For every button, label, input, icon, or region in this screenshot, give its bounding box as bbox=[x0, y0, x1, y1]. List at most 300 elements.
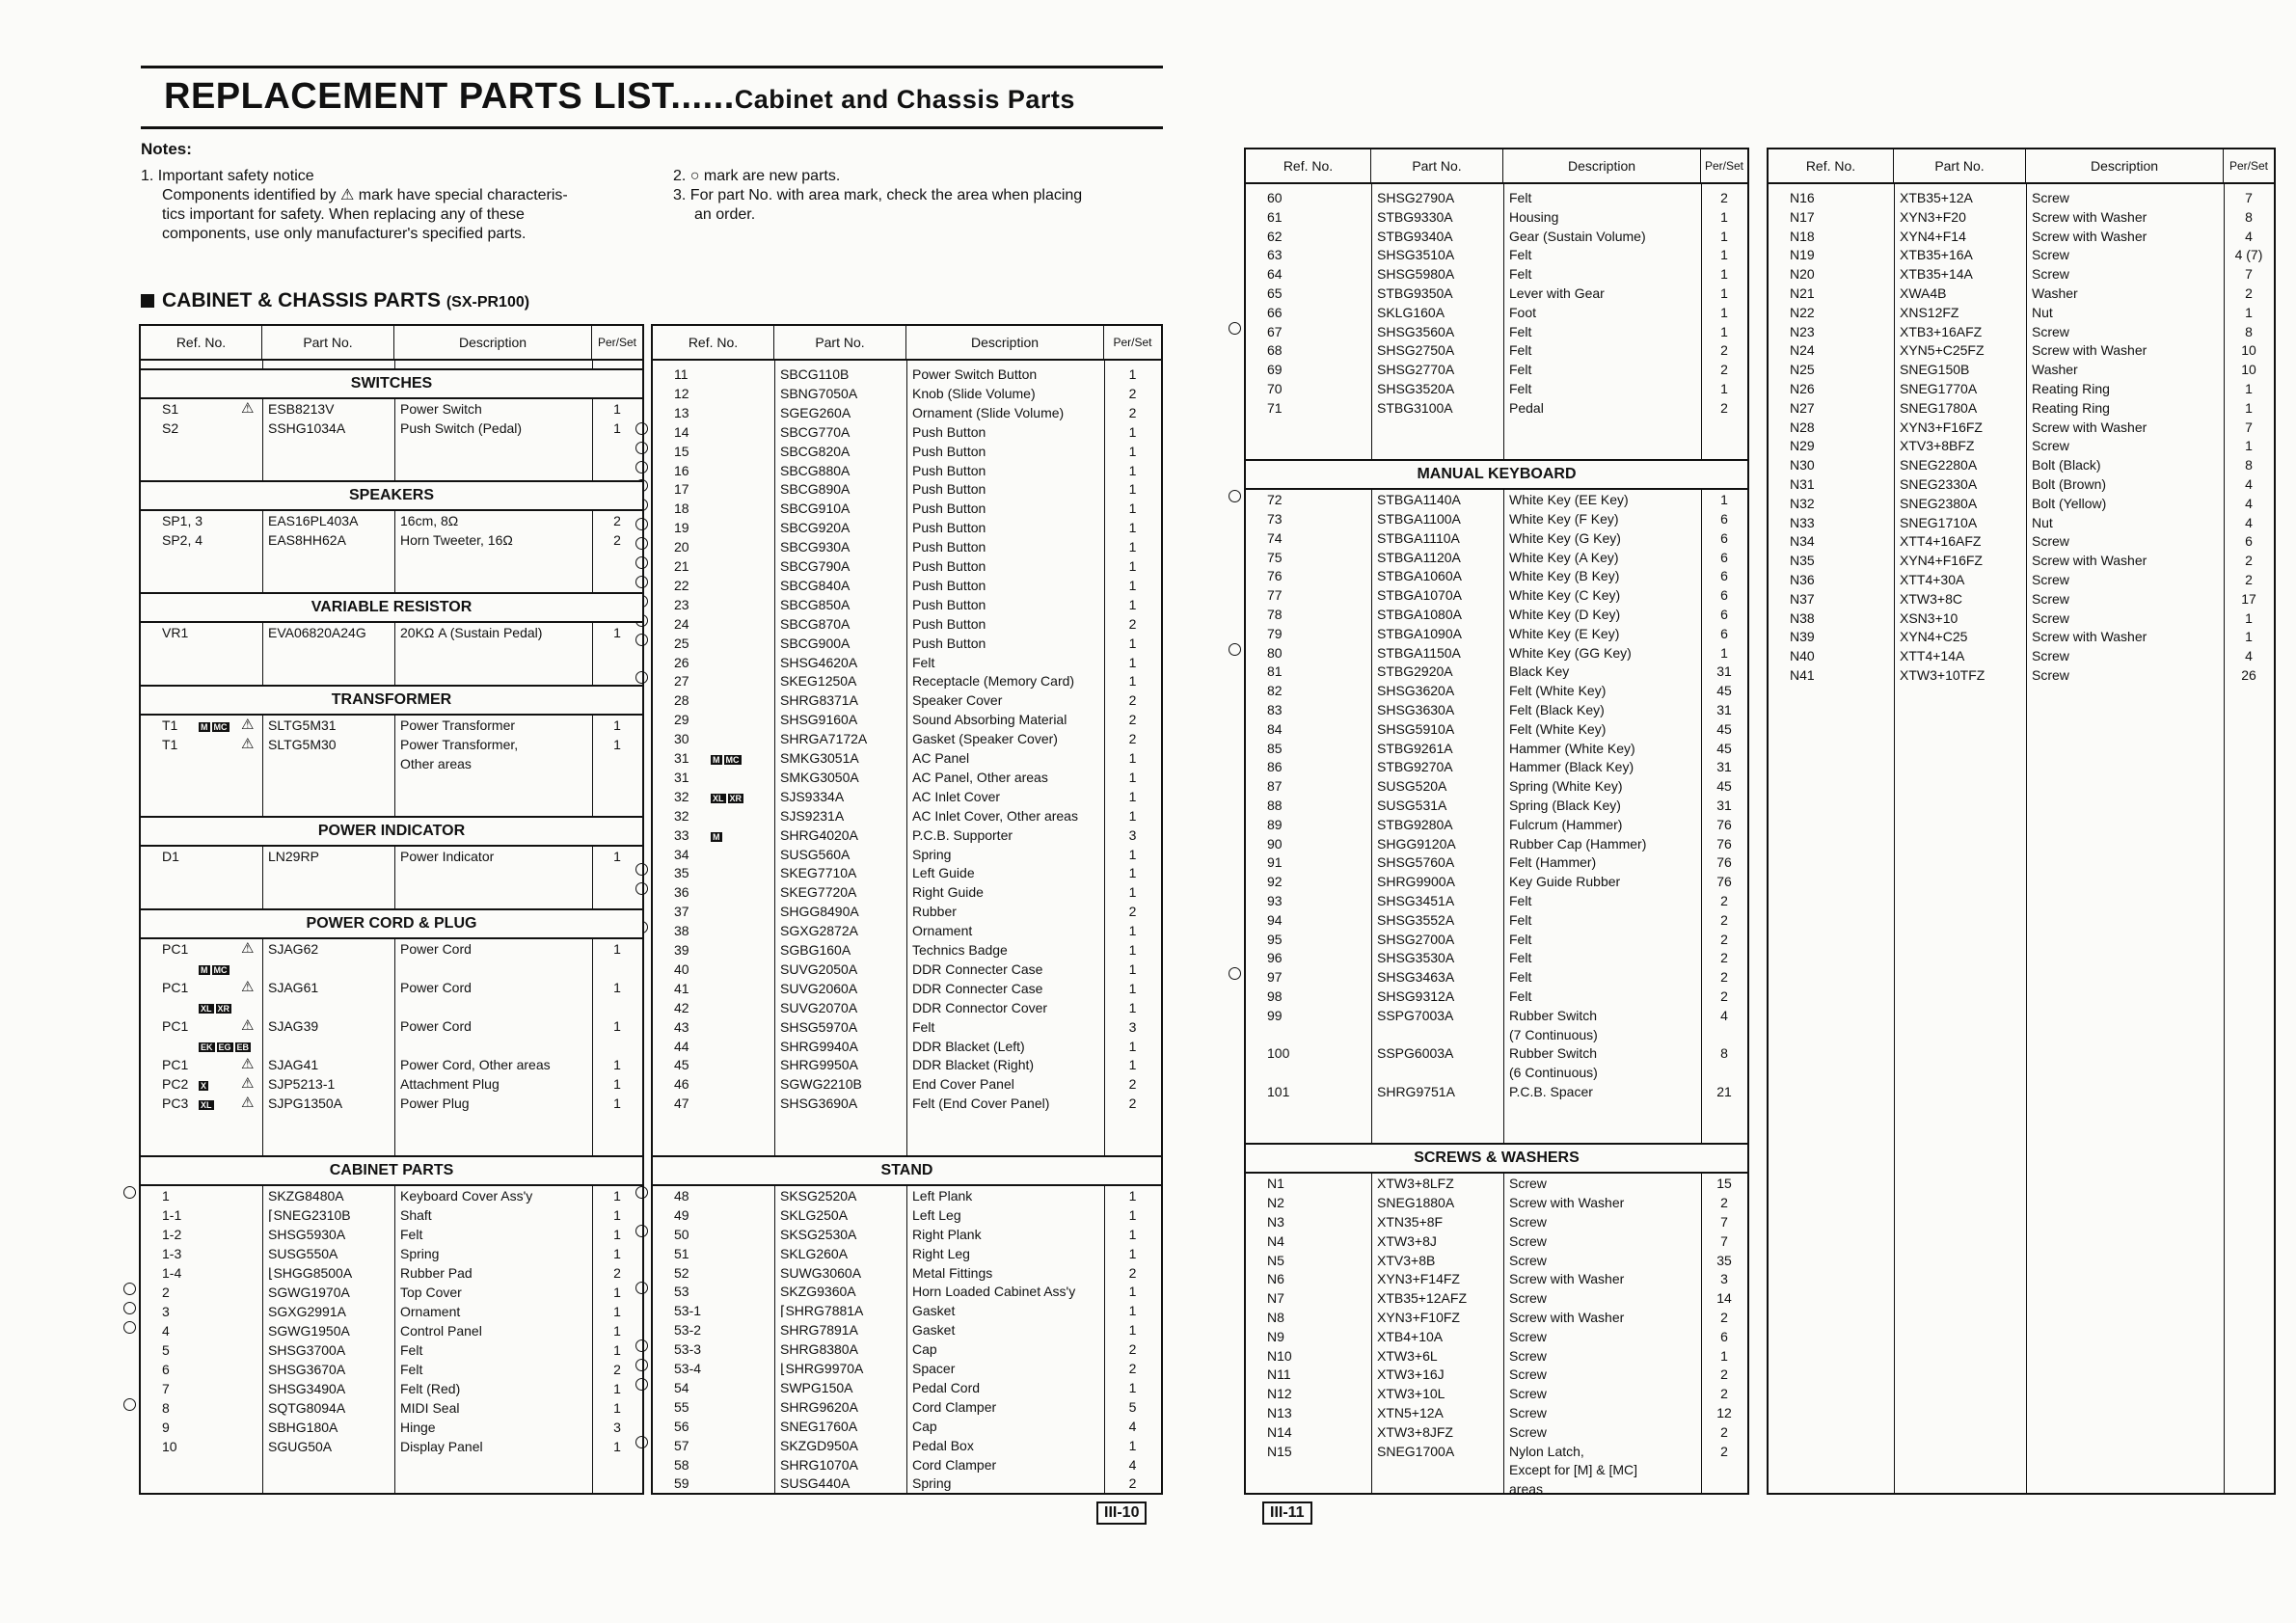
part-no: SKZG9360A bbox=[780, 1284, 856, 1300]
ref-no: N21 bbox=[1790, 285, 1815, 301]
per-set: 6 bbox=[1720, 607, 1728, 622]
description: Screw bbox=[2032, 590, 2069, 607]
part-no: XTV3+8B bbox=[1377, 1252, 1436, 1268]
ref-no: N27 bbox=[1790, 399, 1815, 416]
table-row bbox=[141, 1263, 642, 1283]
description: White Key (A Key) bbox=[1509, 549, 1619, 565]
table-row bbox=[1769, 245, 2274, 264]
part-no: SBNG7050A bbox=[780, 385, 858, 401]
part-no: SNEG150B bbox=[1900, 362, 1970, 378]
table-row bbox=[1246, 509, 1747, 528]
table-row bbox=[653, 499, 1161, 518]
col-header-ref: Ref. No. bbox=[1769, 149, 1894, 182]
part-no: SKEG7720A bbox=[780, 884, 857, 901]
part-no: SKZGD950A bbox=[780, 1437, 858, 1453]
table-row bbox=[1246, 340, 1747, 360]
description: Spring (Black Key) bbox=[1509, 798, 1621, 813]
table-row bbox=[141, 978, 642, 997]
description: Washer bbox=[2032, 285, 2078, 301]
part-no: XTB3+16AFZ bbox=[1900, 323, 1983, 339]
per-set: 35 bbox=[1716, 1252, 1732, 1268]
per-set: 15 bbox=[1716, 1176, 1732, 1192]
part-no: SHSG3700A bbox=[268, 1342, 346, 1358]
description: Power Transformer bbox=[400, 717, 516, 733]
page-title-block bbox=[141, 66, 1163, 129]
notes-col-left bbox=[141, 167, 568, 244]
per-set: 1 bbox=[1128, 1187, 1137, 1204]
col-header-qty: Per/Set bbox=[1113, 336, 1152, 349]
table-row bbox=[141, 754, 642, 773]
description: Screw with Washer bbox=[2032, 208, 2147, 225]
ref-no: 67 bbox=[1267, 323, 1283, 339]
description: Cord Clamper bbox=[912, 1398, 997, 1415]
new-part-circle-icon bbox=[635, 442, 648, 454]
per-set: 7 bbox=[2245, 266, 2253, 283]
table-row bbox=[141, 716, 642, 735]
description: Screw bbox=[2032, 667, 2069, 683]
part-no: SBCG820A bbox=[780, 443, 851, 459]
table-row bbox=[653, 403, 1161, 422]
per-set: 2 bbox=[1720, 893, 1728, 908]
section-header: VARIABLE RESISTOR bbox=[141, 592, 642, 623]
table-row bbox=[653, 518, 1161, 537]
ref-no: 22 bbox=[674, 577, 689, 593]
part-no: SNEG2280A bbox=[1900, 457, 1978, 473]
ref-no: N3 bbox=[1267, 1214, 1284, 1230]
part-no: SGWG1970A bbox=[268, 1285, 350, 1300]
table-row bbox=[653, 537, 1161, 556]
description: Push Button bbox=[912, 577, 986, 593]
table-row bbox=[1769, 284, 2274, 303]
col-header-qty: Per/Set bbox=[2228, 159, 2269, 173]
table-row bbox=[141, 1398, 642, 1418]
per-set: 10 bbox=[2241, 342, 2256, 359]
new-part-circle-icon bbox=[123, 1283, 136, 1295]
description: Power Plug bbox=[400, 1096, 470, 1111]
ref-no: 51 bbox=[674, 1245, 689, 1261]
table-row bbox=[653, 671, 1161, 690]
table-row bbox=[1246, 643, 1747, 663]
ref-no: N14 bbox=[1267, 1423, 1292, 1440]
table-row bbox=[1246, 284, 1747, 303]
col-header-ref: Ref. No. bbox=[141, 326, 262, 359]
safety-warning-icon: ⚠ bbox=[241, 1056, 255, 1072]
part-no: XTT4+16AFZ bbox=[1900, 533, 1982, 550]
parts-table-1 bbox=[139, 324, 644, 1495]
ref-no: 11 bbox=[674, 366, 689, 382]
per-set: 1 bbox=[1720, 247, 1728, 263]
ref-no: N18 bbox=[1790, 228, 1815, 244]
part-no: SJS9231A bbox=[780, 807, 845, 824]
part-no: SWPG150A bbox=[780, 1379, 853, 1395]
ref-no: 81 bbox=[1267, 663, 1283, 680]
per-set: 1 bbox=[1128, 558, 1137, 574]
ref-no: SP2, 4 bbox=[162, 532, 203, 548]
ref-no: N39 bbox=[1790, 629, 1815, 645]
per-set: 45 bbox=[1716, 720, 1732, 737]
per-set: 1 bbox=[613, 737, 621, 752]
part-no: STBG9340A bbox=[1377, 228, 1453, 244]
description: White Key (F Key) bbox=[1509, 511, 1619, 527]
per-set: 4 bbox=[2245, 228, 2253, 244]
part-no: SHGG8490A bbox=[780, 904, 859, 920]
part-no: SUSG531A bbox=[1377, 798, 1447, 813]
per-set: 31 bbox=[1716, 663, 1732, 680]
new-part-circle-icon bbox=[635, 1282, 648, 1294]
description: Gear (Sustain Volume) bbox=[1509, 228, 1646, 244]
description: AC Panel bbox=[912, 750, 970, 766]
table-row bbox=[1246, 360, 1747, 379]
table-row bbox=[1769, 322, 2274, 341]
per-set: 1 bbox=[1128, 980, 1137, 996]
part-no: SNEG1770A bbox=[1900, 381, 1978, 396]
description: Felt (Black Key) bbox=[1509, 702, 1605, 717]
part-no: XTW3+10TFZ bbox=[1900, 667, 1985, 683]
description: Pedal bbox=[1509, 399, 1544, 416]
new-part-circle-icon bbox=[1229, 643, 1241, 656]
part-no: STBG9350A bbox=[1377, 285, 1453, 301]
description: Felt (White Key) bbox=[1509, 720, 1607, 737]
per-set: 2 bbox=[613, 513, 621, 528]
part-no: SJAG39 bbox=[268, 1018, 319, 1034]
part-no: SBCG770A bbox=[780, 423, 851, 440]
ref-no: N26 bbox=[1790, 381, 1815, 396]
description: Felt bbox=[1509, 893, 1532, 908]
table-row bbox=[653, 1244, 1161, 1263]
part-no: XTW3+6L bbox=[1377, 1347, 1438, 1364]
table-row bbox=[1769, 188, 2274, 207]
table-row bbox=[653, 576, 1161, 595]
per-set: 1 bbox=[1128, 481, 1137, 498]
ref-no: PC3 bbox=[162, 1096, 189, 1111]
ref-no: 31 bbox=[674, 750, 689, 766]
per-set: 1 bbox=[613, 941, 621, 957]
ref-no: N20 bbox=[1790, 266, 1815, 283]
description: Shaft bbox=[400, 1207, 432, 1223]
ref-no: 99 bbox=[1267, 1007, 1283, 1023]
table-row bbox=[653, 1417, 1161, 1436]
table-row bbox=[1246, 1193, 1747, 1212]
part-no: SKLG160A bbox=[1377, 304, 1445, 320]
per-set: 1 bbox=[613, 1227, 621, 1242]
description: 16cm, 8Ω bbox=[400, 513, 459, 528]
ref-no: 53-4 bbox=[674, 1361, 702, 1376]
per-set: 5 bbox=[1128, 1398, 1137, 1415]
part-no: SHSG3463A bbox=[1377, 969, 1455, 986]
description: Screw with Washer bbox=[2032, 553, 2147, 569]
table-row bbox=[1769, 379, 2274, 398]
part-no: SUVG2070A bbox=[780, 999, 858, 1015]
ref-no: N11 bbox=[1267, 1366, 1291, 1383]
part-no: ⌈SNEG2310B bbox=[268, 1207, 351, 1223]
per-set: 1 bbox=[1128, 1437, 1137, 1453]
table-row bbox=[1246, 1384, 1747, 1403]
description: Screw with Washer bbox=[2032, 629, 2147, 645]
description: P.C.B. Spacer bbox=[1509, 1084, 1593, 1099]
note-3-line-2: an order. bbox=[694, 206, 756, 223]
table-row bbox=[1246, 719, 1747, 739]
description: Push Button bbox=[912, 558, 986, 574]
description: Knob (Slide Volume) bbox=[912, 385, 1036, 401]
ref-no: N2 bbox=[1267, 1195, 1284, 1211]
col-header-desc: Description bbox=[906, 326, 1104, 359]
per-set: 1 bbox=[613, 1057, 621, 1072]
ref-no: 88 bbox=[1267, 798, 1283, 813]
table-row bbox=[653, 653, 1161, 672]
ref-no: N4 bbox=[1267, 1232, 1284, 1249]
description: Attachment Plug bbox=[400, 1076, 500, 1092]
description: Black Key bbox=[1509, 663, 1570, 680]
description: DDR Blacket (Left) bbox=[912, 1038, 1025, 1054]
per-set: 4 bbox=[2245, 514, 2253, 530]
per-set: 2 bbox=[1128, 1096, 1137, 1112]
per-set: 1 bbox=[1720, 644, 1728, 661]
table-row bbox=[1246, 605, 1747, 624]
ref-no: N15 bbox=[1267, 1443, 1292, 1459]
table-row bbox=[653, 1094, 1161, 1113]
description: Lever with Gear bbox=[1509, 285, 1605, 301]
description: Felt bbox=[1509, 381, 1532, 396]
per-set: 1 bbox=[613, 1439, 621, 1454]
per-set: 1 bbox=[613, 1304, 621, 1319]
description: White Key (GG Key) bbox=[1509, 644, 1632, 661]
per-set: 1 bbox=[613, 1381, 621, 1396]
description: Screw bbox=[1509, 1423, 1547, 1440]
per-set: 6 bbox=[1720, 568, 1728, 584]
ref-no: 75 bbox=[1267, 549, 1283, 565]
part-no: STBG9280A bbox=[1377, 816, 1453, 832]
ref-no: 78 bbox=[1267, 607, 1283, 622]
ref-no: 1-4 bbox=[162, 1265, 182, 1281]
table-header bbox=[1246, 149, 1747, 184]
ref-no: 3 bbox=[162, 1304, 170, 1319]
ref-no: 21 bbox=[674, 558, 689, 574]
table-row bbox=[141, 1205, 642, 1225]
part-no: SHRG9751A bbox=[1377, 1084, 1455, 1099]
description: Power Switch bbox=[400, 401, 482, 417]
ref-no: 37 bbox=[674, 904, 689, 920]
table-row bbox=[141, 530, 642, 550]
description: Pedal Box bbox=[912, 1437, 974, 1453]
ref-no: 98 bbox=[1267, 988, 1283, 1004]
table-row bbox=[141, 1360, 642, 1379]
col-header-desc: Description bbox=[1503, 149, 1701, 182]
ref-no: 14 bbox=[674, 423, 689, 440]
section-model: (SX-PR100) bbox=[446, 294, 530, 311]
part-no: SHSG5760A bbox=[1377, 854, 1455, 871]
per-set: 1 bbox=[1128, 1226, 1137, 1242]
per-set: 2 bbox=[1720, 931, 1728, 947]
table-row bbox=[1246, 930, 1747, 949]
ref-no: 32 bbox=[674, 788, 689, 804]
per-set: 8 bbox=[2245, 457, 2253, 473]
description: Screw bbox=[1509, 1290, 1547, 1307]
part-no: STBGA1150A bbox=[1377, 644, 1461, 661]
ref-no: N6 bbox=[1267, 1271, 1284, 1287]
part-no: STBGA1070A bbox=[1377, 587, 1462, 604]
per-set: 1 bbox=[2245, 381, 2253, 396]
table-row bbox=[141, 1016, 642, 1036]
part-no: SHSG3560A bbox=[1377, 323, 1455, 339]
per-set: 1 bbox=[1128, 596, 1137, 612]
area-mark: XL bbox=[201, 1100, 212, 1110]
table-row bbox=[1246, 227, 1747, 246]
description: Felt bbox=[400, 1227, 423, 1242]
part-no: ⌊SHGG8500A bbox=[268, 1265, 353, 1281]
table-row bbox=[1246, 1063, 1747, 1082]
part-no: XYN4+C25 bbox=[1900, 629, 1968, 645]
description: Rubber Switch bbox=[1509, 1007, 1598, 1023]
ref-no: 65 bbox=[1267, 285, 1283, 301]
ref-no: 20 bbox=[674, 539, 689, 555]
ref-no: 53-2 bbox=[674, 1322, 702, 1339]
description: Hammer (Black Key) bbox=[1509, 759, 1634, 775]
table-row bbox=[1769, 551, 2274, 570]
description: Rubber Switch bbox=[1509, 1045, 1598, 1062]
description: Felt bbox=[1509, 931, 1532, 947]
part-no: SSHG1034A bbox=[268, 420, 346, 436]
ref-no: SP1, 3 bbox=[162, 513, 203, 528]
table-row bbox=[141, 1321, 642, 1340]
ref-no: 77 bbox=[1267, 587, 1283, 604]
ref-no: 97 bbox=[1267, 969, 1283, 986]
ref-no: 7 bbox=[162, 1381, 170, 1396]
part-no: XTW3+10L bbox=[1377, 1386, 1445, 1402]
ref-no: 48 bbox=[674, 1187, 689, 1204]
description: Felt bbox=[912, 654, 935, 670]
per-set: 1 bbox=[1128, 1379, 1137, 1395]
part-no: SHSG3630A bbox=[1377, 702, 1455, 717]
ref-no: S1 bbox=[162, 401, 179, 417]
ref-no: 9 bbox=[162, 1420, 170, 1435]
ref-no: 56 bbox=[674, 1418, 689, 1434]
table-row bbox=[1246, 188, 1747, 207]
description: Spring (White Key) bbox=[1509, 778, 1623, 795]
description: AC Inlet Cover, Other areas bbox=[912, 807, 1078, 824]
description: AC Panel, Other areas bbox=[912, 769, 1048, 785]
description: (7 Continuous) bbox=[1509, 1026, 1598, 1042]
ref-no: 10 bbox=[162, 1439, 177, 1454]
part-no: XTW3+16J bbox=[1377, 1366, 1445, 1383]
ref-no: 34 bbox=[674, 846, 689, 862]
col-header-ref: Ref. No. bbox=[1246, 149, 1371, 182]
description: Spring bbox=[400, 1246, 440, 1261]
ref-no: PC1 bbox=[162, 980, 189, 995]
per-set: 76 bbox=[1716, 816, 1732, 832]
table-row bbox=[141, 511, 642, 530]
table-row bbox=[1246, 796, 1747, 815]
description: White Key (B Key) bbox=[1509, 568, 1620, 584]
part-no: SKEG1250A bbox=[780, 673, 857, 690]
per-set: 1 bbox=[1128, 942, 1137, 958]
per-set: 2 bbox=[1720, 190, 1728, 205]
new-part-circle-icon bbox=[635, 422, 648, 435]
description: Felt (White Key) bbox=[1509, 683, 1607, 699]
ref-no: 40 bbox=[674, 960, 689, 977]
table-row bbox=[1769, 646, 2274, 665]
part-no: SGUG50A bbox=[268, 1439, 333, 1454]
part-no: SHSG9160A bbox=[780, 712, 858, 728]
table-header bbox=[141, 326, 642, 361]
table-row bbox=[141, 1244, 642, 1263]
per-set: 1 bbox=[1128, 788, 1137, 804]
ref-no: 27 bbox=[674, 673, 689, 690]
part-no: XYN4+F14 bbox=[1900, 228, 1966, 244]
part-no: SHSG9312A bbox=[1377, 988, 1455, 1004]
per-set: 2 bbox=[613, 1265, 621, 1281]
per-set: 1 bbox=[2245, 304, 2253, 320]
table-row bbox=[653, 729, 1161, 748]
per-set: 1 bbox=[1128, 423, 1137, 440]
part-no: SKSG2530A bbox=[780, 1226, 857, 1242]
table-row bbox=[141, 1437, 642, 1456]
ref-no: N10 bbox=[1267, 1347, 1292, 1364]
description: Screw with Washer bbox=[1509, 1310, 1625, 1325]
table-row bbox=[1246, 987, 1747, 1006]
description: Screw bbox=[1509, 1386, 1547, 1402]
description: Right Guide bbox=[912, 884, 984, 901]
table-row bbox=[1769, 609, 2274, 628]
col-header-part: Part No. bbox=[1371, 149, 1503, 182]
part-no: SBCG850A bbox=[780, 596, 851, 612]
per-set: 1 bbox=[613, 1323, 621, 1339]
table-row bbox=[1769, 227, 2274, 246]
per-set: 1 bbox=[2245, 629, 2253, 645]
table-row bbox=[653, 1378, 1161, 1397]
description: Horn Tweeter, 16Ω bbox=[400, 532, 513, 548]
part-no: SBCG110B bbox=[780, 366, 850, 382]
ref-no: T1 bbox=[162, 717, 178, 733]
ref-no: S2 bbox=[162, 420, 179, 436]
new-part-circle-icon bbox=[1229, 322, 1241, 335]
description: Horn Loaded Cabinet Ass'y bbox=[912, 1284, 1076, 1300]
table-row bbox=[1246, 757, 1747, 776]
description: Felt bbox=[400, 1342, 423, 1358]
per-set: 2 bbox=[613, 532, 621, 548]
table-row bbox=[1246, 1231, 1747, 1251]
ref-no: 101 bbox=[1267, 1084, 1290, 1099]
part-no: XYN3+F10FZ bbox=[1377, 1310, 1460, 1325]
part-no: SNEG1780A bbox=[1900, 399, 1978, 416]
ref-no: 86 bbox=[1267, 759, 1283, 775]
table-row bbox=[1246, 815, 1747, 834]
table-row bbox=[1246, 967, 1747, 987]
per-set: 6 bbox=[1720, 529, 1728, 546]
table-row bbox=[1246, 948, 1747, 967]
table-row bbox=[1246, 566, 1747, 585]
part-no: STBGA1110A bbox=[1377, 529, 1460, 546]
ref-no: 42 bbox=[674, 999, 689, 1015]
ref-no: 36 bbox=[674, 884, 689, 901]
per-set: 2 bbox=[1720, 342, 1728, 359]
description: Screw bbox=[2032, 609, 2069, 626]
per-set: 1 bbox=[1128, 846, 1137, 862]
new-part-circle-icon bbox=[635, 1225, 648, 1237]
ref-no: 4 bbox=[162, 1323, 170, 1339]
part-no: SNEG1880A bbox=[1377, 1195, 1455, 1211]
table-row bbox=[1246, 662, 1747, 681]
description: Cord Clamper bbox=[912, 1456, 997, 1473]
ref-no: 63 bbox=[1267, 247, 1283, 263]
part-no: STBG2920A bbox=[1377, 663, 1453, 680]
table-row bbox=[1246, 490, 1747, 509]
per-set: 4 (7) bbox=[2234, 247, 2263, 263]
part-no: SHSG3670A bbox=[268, 1362, 346, 1377]
part-no: XYN4+F16FZ bbox=[1900, 553, 1983, 569]
per-set: 2 bbox=[1128, 712, 1137, 728]
table-row bbox=[1769, 513, 2274, 532]
description: Ornament bbox=[912, 923, 973, 939]
